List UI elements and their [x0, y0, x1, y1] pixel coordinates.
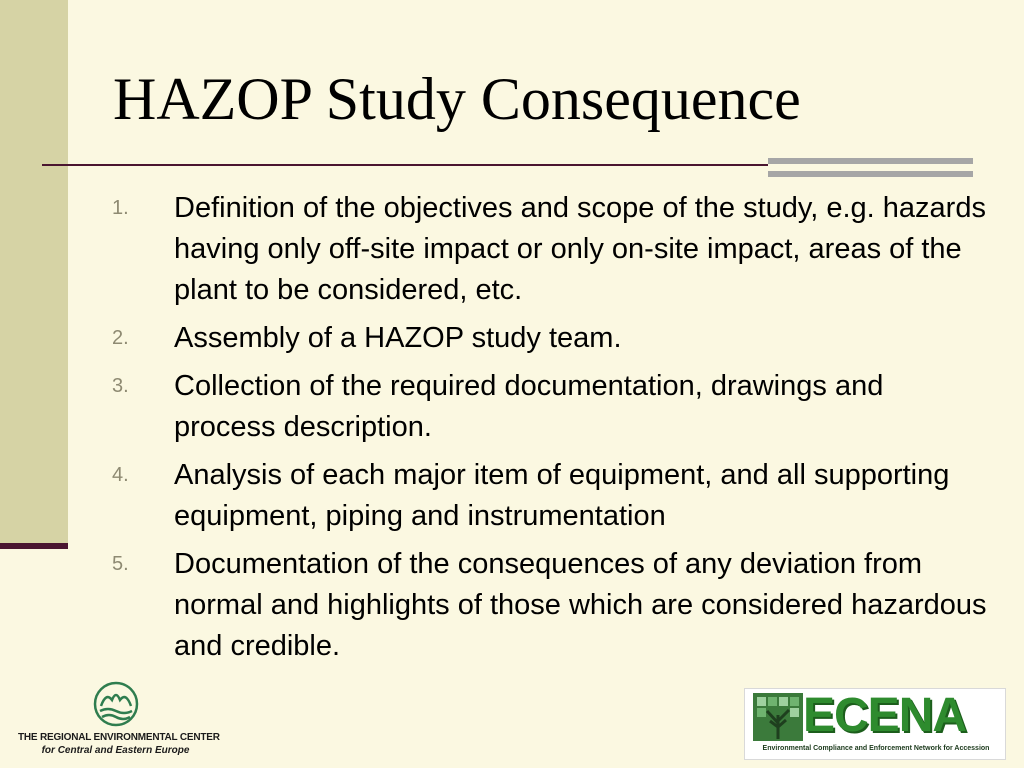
- rec-subtitle: for Central and Eastern Europe: [41, 745, 190, 756]
- decorative-bar: [768, 171, 973, 177]
- list-text: Assembly of a HAZOP study team.: [174, 322, 622, 354]
- ecena-wordmark: ECENA: [803, 689, 967, 742]
- list-text: Definition of the objectives and scope of the study, e.g. hazards having only off-site impact or only on-site impact, areas of the plant to be considered, etc.: [174, 192, 986, 306]
- list-text: Collection of the required documentation, drawings and process description.: [174, 370, 884, 443]
- list-number: 5.: [112, 553, 129, 575]
- list-item: [112, 544, 992, 667]
- rec-logo: [18, 680, 220, 760]
- ecena-tagline: Environmental Compliance and Enforcement Network for Accession: [762, 745, 990, 752]
- left-band-accent-line: [0, 543, 68, 549]
- list-item: [112, 188, 992, 311]
- slide-title: HAZOP Study Consequence: [113, 66, 801, 132]
- numbered-list: [112, 188, 992, 674]
- list-text: Analysis of each major item of equipment, and all supporting equipment, piping and instrumentation: [174, 459, 950, 532]
- rec-emblem-icon: [92, 680, 140, 728]
- list-item: [112, 366, 992, 448]
- rec-name: THE REGIONAL ENVIRONMENTAL CENTER: [18, 732, 220, 743]
- list-number: 3.: [112, 375, 129, 397]
- list-item: [112, 455, 992, 537]
- list-text: Documentation of the consequences of any deviation from normal and highlights of those which are considered hazardous and credible.: [174, 548, 987, 662]
- title-underline: [42, 164, 768, 166]
- title-decorative-bars: [768, 158, 973, 179]
- list-item: [112, 318, 992, 359]
- list-number: 1.: [112, 197, 129, 219]
- tree-icon: [753, 693, 803, 741]
- decorative-bar: [768, 158, 973, 164]
- ecena-logo: [744, 688, 1006, 760]
- left-decorative-band: [0, 0, 68, 548]
- list-number: 2.: [112, 327, 129, 349]
- list-number: 4.: [112, 464, 129, 486]
